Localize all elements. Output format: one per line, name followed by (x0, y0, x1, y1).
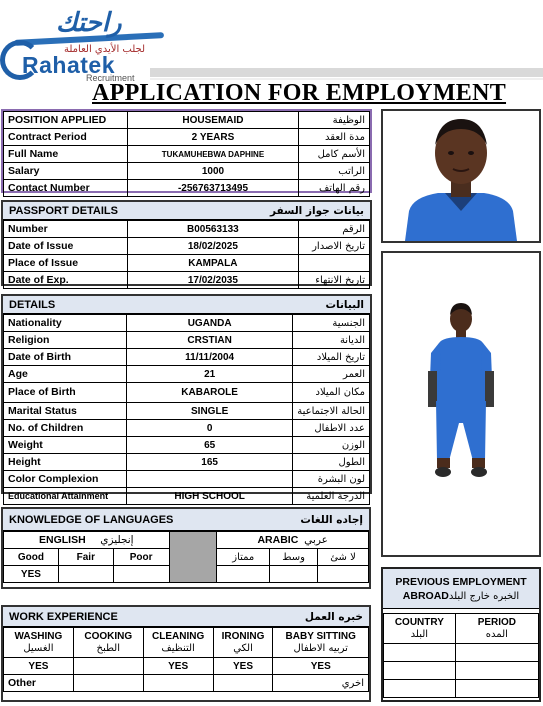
detail-info-label: Nationality (4, 315, 127, 332)
arabic-excellent-value (217, 566, 270, 583)
language-divider (169, 532, 217, 583)
work-section (1, 605, 371, 702)
detail-info-row (4, 403, 370, 420)
detail-info-label-ar: الوزن (293, 437, 370, 454)
position-info-label: Contract Period (4, 129, 128, 146)
position-info-label: Full Name (4, 146, 128, 163)
header-band (150, 68, 543, 77)
languages-section (1, 507, 371, 589)
passport-info-label: Number (4, 221, 128, 238)
work-skill-label-ar: الطبخ (96, 642, 121, 654)
work-title-ar: خبره العمل (304, 610, 363, 623)
position-info-label: POSITION APPLIED (4, 112, 128, 129)
passport-info-value: B00563133 (127, 221, 298, 238)
detail-info-label-ar: تاريخ الميلاد (293, 349, 370, 366)
passport-section (1, 200, 372, 286)
position-info-label-ar: الراتب (299, 163, 370, 180)
company-logo (0, 0, 160, 84)
detail-info-value: CRSTIAN (127, 332, 293, 349)
detail-info-label-ar: مكان الميلاد (293, 383, 370, 403)
detail-info-value: 11/11/2004 (127, 349, 293, 366)
detail-info-label-ar: لون البشرة (293, 471, 370, 488)
passport-info-row (4, 238, 370, 255)
detail-info-label: Age (4, 366, 127, 383)
work-skill-value: YES (213, 658, 273, 675)
english-label-ar: إنجليزي (100, 533, 134, 546)
languages-header (3, 509, 369, 531)
passport-info-label-ar: تاريخ الاصدار (299, 238, 370, 255)
detail-info-label-ar: الحالة الاجتماعية (293, 403, 370, 420)
previous-country-cell (384, 644, 456, 662)
work-skill-label: IRONING (221, 630, 265, 642)
logo-arabic-text: راحتك (56, 8, 122, 38)
work-skill-header (4, 628, 74, 658)
detail-info-value: KABAROLE (127, 383, 293, 403)
work-other-cell-2 (143, 675, 213, 692)
arabic-none-value (318, 566, 369, 583)
english-level-poor: Poor (113, 549, 169, 566)
detail-info-label: No. of Children (4, 420, 127, 437)
position-info-value: 1000 (127, 163, 298, 180)
detail-info-label-ar: الديانة (293, 332, 370, 349)
position-info-row (4, 146, 370, 163)
work-other-label-ar: اخري (273, 675, 369, 692)
work-table (3, 627, 369, 692)
languages-table (3, 531, 369, 583)
page-title: APPLICATION FOR EMPLOYMENT (92, 80, 507, 106)
previous-col-period (455, 614, 538, 644)
detail-info-label: Weight (4, 437, 127, 454)
detail-info-label: Religion (4, 332, 127, 349)
work-other-cell-3 (213, 675, 273, 692)
position-info-row (4, 163, 370, 180)
previous-period-label: PERIOD (477, 616, 517, 628)
passport-info-label-ar (299, 255, 370, 272)
arabic-medium-value (270, 566, 318, 583)
work-skill-label: WASHING (14, 630, 63, 642)
work-other-label: Other (4, 675, 74, 692)
detail-info-row (4, 349, 370, 366)
details-title-ar: البيانات (325, 298, 364, 311)
details-table (3, 314, 370, 505)
previous-period-cell (455, 644, 538, 662)
detail-info-label-ar: عدد الاطفال (293, 420, 370, 437)
detail-info-label: Place of Birth (4, 383, 127, 403)
previous-period-cell (455, 662, 538, 680)
position-info-label: Contact Number (4, 180, 128, 197)
detail-info-label: Color Complexion (4, 471, 127, 488)
detail-info-label: Educational Attainment (4, 488, 127, 505)
previous-period-cell (455, 680, 538, 698)
work-skill-label: BABY SITTING (285, 630, 356, 642)
arabic-header (217, 532, 369, 549)
arabic-level-excellent: ممتاز (217, 549, 270, 566)
previous-employment-section (381, 567, 541, 702)
detail-info-row (4, 383, 370, 403)
work-skill-label-ar: الغسيل (23, 642, 54, 654)
passport-title-ar: بيانات جواز السفر (269, 204, 364, 217)
detail-info-value (127, 471, 293, 488)
detail-info-value: 165 (127, 454, 293, 471)
detail-info-label-ar: الدرجة العلمية (293, 488, 370, 505)
detail-info-label-ar: العمر (293, 366, 370, 383)
detail-info-value: 21 (127, 366, 293, 383)
logo-english-text: Rahatek (22, 52, 115, 78)
position-info-row (4, 129, 370, 146)
position-info-row (4, 112, 370, 129)
detail-info-label-ar: الجنسية (293, 315, 370, 332)
previous-title-ar: الخبره خارج البلد (448, 591, 520, 602)
passport-info-label-ar: تاريخ الانتهاء (299, 272, 370, 289)
passport-info-label: Date of Exp. (4, 272, 128, 289)
english-fair-value (58, 566, 113, 583)
position-info-row (4, 180, 370, 197)
passport-info-value: 17/02/2035 (127, 272, 298, 289)
english-header (4, 532, 170, 549)
passport-info-value: 18/02/2025 (127, 238, 298, 255)
previous-period-label-ar: المده (485, 628, 508, 640)
work-header (3, 607, 369, 627)
portrait-photo-image (383, 111, 539, 241)
position-info-label-ar: مدة العقد (299, 129, 370, 146)
passport-info-row (4, 221, 370, 238)
work-skill-value: YES (4, 658, 74, 675)
detail-info-row (4, 437, 370, 454)
arabic-label-ar: عربي (304, 533, 328, 546)
detail-info-row (4, 332, 370, 349)
english-level-good: Good (4, 549, 59, 566)
detail-info-row (4, 366, 370, 383)
arabic-level-medium: وسط (270, 549, 318, 566)
english-level-fair: Fair (58, 549, 113, 566)
detail-info-row (4, 488, 370, 505)
details-header (3, 296, 370, 314)
position-table (3, 111, 370, 197)
position-info-label: Salary (4, 163, 128, 180)
passport-info-label: Place of Issue (4, 255, 128, 272)
work-skill-header (143, 628, 213, 658)
position-info-value: TUKAMUHEBWA DAPHINE (127, 146, 298, 163)
detail-info-row (4, 420, 370, 437)
passport-info-row (4, 255, 370, 272)
detail-info-label: Date of Birth (4, 349, 127, 366)
detail-info-label: Height (4, 454, 127, 471)
position-info-label-ar: الأسم كامل (299, 146, 370, 163)
languages-title-ar: إجاده اللغات (300, 513, 363, 526)
previous-country-label: COUNTRY (394, 616, 444, 628)
full-body-photo-image (383, 253, 539, 555)
details-section (1, 294, 372, 502)
work-title: WORK EXPERIENCE (9, 610, 118, 623)
arabic-level-none: لا شئ (318, 549, 369, 566)
passport-header (3, 202, 370, 220)
work-skill-label-ar: تربيه الاطفال (293, 642, 348, 654)
detail-info-value: SINGLE (127, 403, 293, 420)
previous-title: PREVIOUS EMPLOYMENT (395, 576, 527, 588)
detail-info-value: HIGH SCHOOL (127, 488, 293, 505)
english-good-value: YES (4, 566, 59, 583)
english-poor-value (113, 566, 169, 583)
detail-info-value: 0 (127, 420, 293, 437)
work-other-cell-1 (73, 675, 143, 692)
work-skill-label-ar: التنظيف (161, 642, 195, 654)
work-skill-label: COOKING (84, 630, 133, 642)
work-skill-value: YES (143, 658, 213, 675)
detail-info-label: Marital Status (4, 403, 127, 420)
previous-table (383, 613, 539, 698)
previous-country-cell (384, 680, 456, 698)
passport-info-value: KAMPALA (127, 255, 298, 272)
work-skill-label: CLEANING (152, 630, 205, 642)
passport-info-label-ar: الرقم (299, 221, 370, 238)
previous-country-label-ar: البلد (410, 628, 429, 640)
details-title: DETAILS (9, 298, 56, 311)
work-skill-label-ar: الكي (233, 642, 253, 654)
full-body-photo (381, 251, 541, 557)
previous-header (383, 569, 539, 609)
work-skill-header (73, 628, 143, 658)
position-info-value: -256763713495 (127, 180, 298, 197)
detail-info-value: UGANDA (127, 315, 293, 332)
position-info-label-ar: الوظيفة (299, 112, 370, 129)
detail-info-row (4, 315, 370, 332)
arabic-label: ARABIC (257, 533, 299, 546)
previous-title-line2 (385, 589, 537, 604)
passport-info-row (4, 272, 370, 289)
passport-info-label: Date of Issue (4, 238, 128, 255)
detail-info-label-ar: الطول (293, 454, 370, 471)
work-skill-value: YES (273, 658, 369, 675)
position-info-value: HOUSEMAID (127, 112, 298, 129)
detail-info-row (4, 471, 370, 488)
position-info-value: 2 YEARS (127, 129, 298, 146)
previous-col-country (384, 614, 456, 644)
portrait-photo (381, 109, 541, 243)
position-section (1, 109, 372, 193)
passport-table (3, 220, 370, 289)
previous-title-abroad: ABROAD (402, 590, 449, 602)
logo-recruitment-text: Recruitment (86, 73, 135, 83)
previous-country-cell (384, 662, 456, 680)
work-skill-header (213, 628, 273, 658)
languages-title: KNOWLEDGE OF LANGUAGES (9, 513, 174, 526)
passport-title: PASSPORT DETAILS (9, 204, 118, 217)
detail-info-value: 65 (127, 437, 293, 454)
english-label: ENGLISH (39, 533, 86, 546)
work-skill-header (273, 628, 369, 658)
position-info-label-ar: رقم الهاتف (299, 180, 370, 197)
work-skill-value (73, 658, 143, 675)
logo-arabic-subtitle: لجلب الأيدي العاملة (64, 44, 146, 55)
detail-info-row (4, 454, 370, 471)
